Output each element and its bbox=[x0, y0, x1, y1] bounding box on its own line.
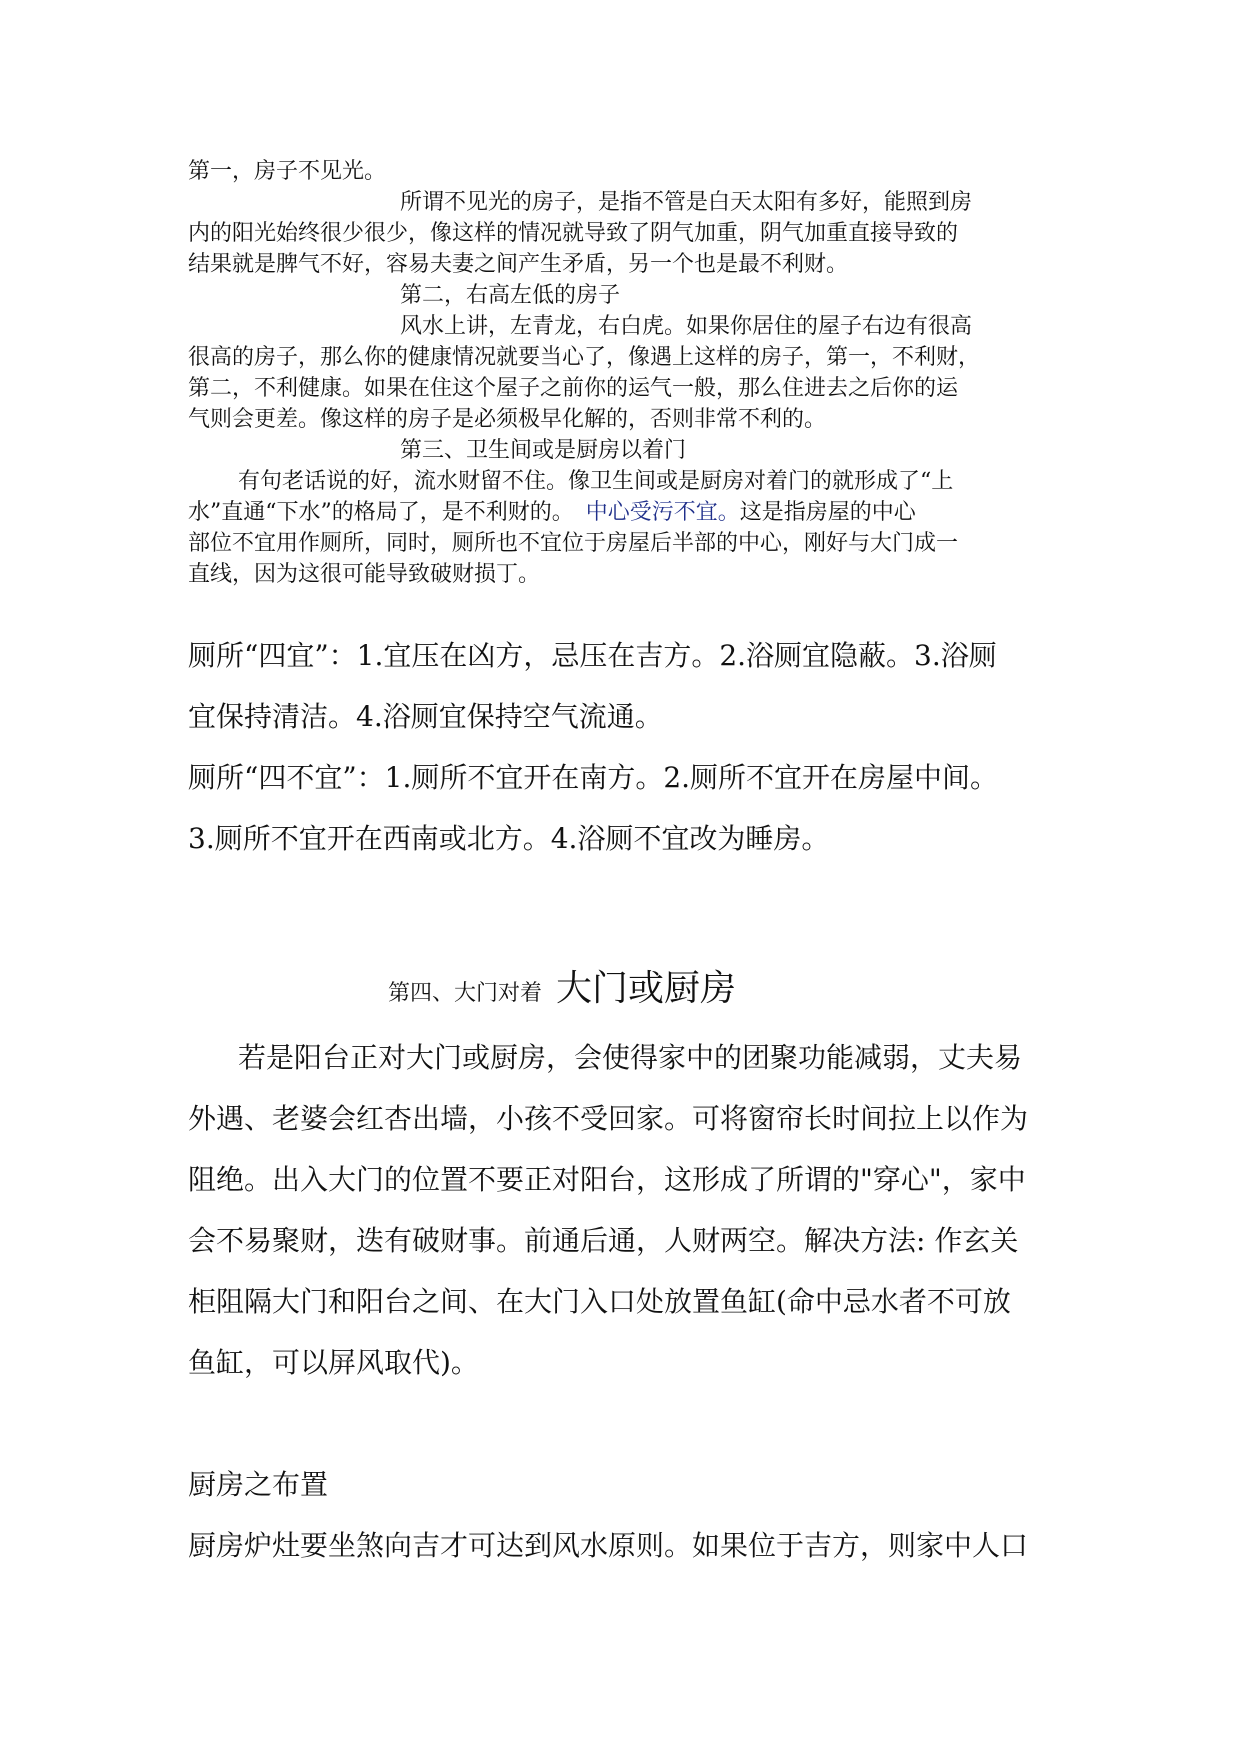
section2-line-2: 很高的房子，那么你的健康情况就要当心了，像遇上这样的房子，第一，不利财， bbox=[188, 345, 981, 370]
section1-line-1: 所谓不见光的房子，是指不管是白天太阳有多好，能照到房 bbox=[400, 190, 973, 215]
section2-line-4: 气则会更差。像这样的房子是必须极早化解的，否则非常不利的。 bbox=[188, 407, 827, 432]
section4-title-large: 大门或厨房 bbox=[556, 968, 737, 1009]
toilet-four-yi-line-2: 宜保持清洁。4.浴厕宜保持空气流通。 bbox=[188, 700, 663, 733]
section2-line-1: 风水上讲，左青龙，右白虎。如果你居住的屋子右边有很高 bbox=[400, 314, 973, 339]
section4-line-3: 阻绝。出入大门的位置不要正对阳台，这形成了所谓的"穿心"，家中 bbox=[188, 1163, 1026, 1196]
section4-line-2: 外遇、老婆会红杏出墙，小孩不受回家。可将窗帘长时间拉上以作为 bbox=[188, 1102, 1029, 1135]
section4-line-5: 柜阻隔大门和阳台之间、在大门入口处放置鱼缸(命中忌水者不可放 bbox=[188, 1285, 1011, 1318]
section2-title: 第二，右高左低的房子 bbox=[400, 283, 621, 308]
section1-line-2: 内的阳光始终很少很少，像这样的情况就导致了阴气加重，阴气加重直接导致的 bbox=[188, 221, 959, 246]
section4-line-6: 鱼缸，可以屏风取代)。 bbox=[188, 1346, 479, 1379]
section3-line-3: 部位不宜用作厕所，同时，厕所也不宜位于房屋后半部的中心，刚好与大门成一 bbox=[188, 531, 959, 556]
section3-line-2-b: 这是指房屋的中心 bbox=[739, 500, 916, 525]
toilet-four-buyi-line-2: 3.厕所不宜开在西南或北方。4.浴厕不宜改为睡房。 bbox=[188, 822, 830, 855]
section1-line-3: 结果就是脾气不好，容易夫妻之间产生矛盾，另一个也是最不利财。 bbox=[188, 252, 849, 277]
toilet-four-buyi-line-1: 厕所“四不宜”：1.厕所不宜开在南方。2.厕所不宜开在房屋中间。 bbox=[188, 761, 999, 794]
toilet-four-yi-line-1: 厕所“四宜”：1.宜压在凶方，忌压在吉方。2.浴厕宜隐蔽。3.浴厕 bbox=[188, 639, 997, 672]
kitchen-line-1: 厨房炉灶要坐煞向吉才可达到风水原则。如果位于吉方，则家中人口 bbox=[188, 1529, 1029, 1562]
section3-title: 第三、卫生间或是厨房以着门 bbox=[400, 438, 687, 463]
section1-title: 第一，房子不见光。 bbox=[188, 159, 387, 184]
section3-line-4: 直线，因为这很可能导致破财损丁。 bbox=[188, 562, 541, 587]
section2-line-3: 第二，不利健康。如果在住这个屋子之前你的运气一般，那么住进去之后你的运 bbox=[188, 376, 959, 401]
section4-title-small: 第四、大门对着 bbox=[388, 981, 543, 1006]
section4-line-4: 会不易聚财，迭有破财事。前通后通，人财两空。解决方法: 作玄关 bbox=[188, 1224, 1019, 1257]
highlighted-phrase: 中心受污不宜。 bbox=[585, 500, 740, 525]
section3-line-2-a: 水”直通“下水”的格局了，是不利财的。 bbox=[188, 500, 574, 525]
kitchen-title: 厨房之布置 bbox=[188, 1468, 329, 1501]
section4-line-1: 若是阳台正对大门或厨房，会使得家中的团聚功能减弱，丈夫易 bbox=[238, 1041, 1023, 1074]
section3-line-1: 有句老话说的好，流水财留不住。像卫生间或是厨房对着门的就形成了“上 bbox=[238, 469, 954, 494]
section3-line-2 bbox=[188, 495, 916, 526]
section4-title bbox=[388, 960, 736, 1011]
